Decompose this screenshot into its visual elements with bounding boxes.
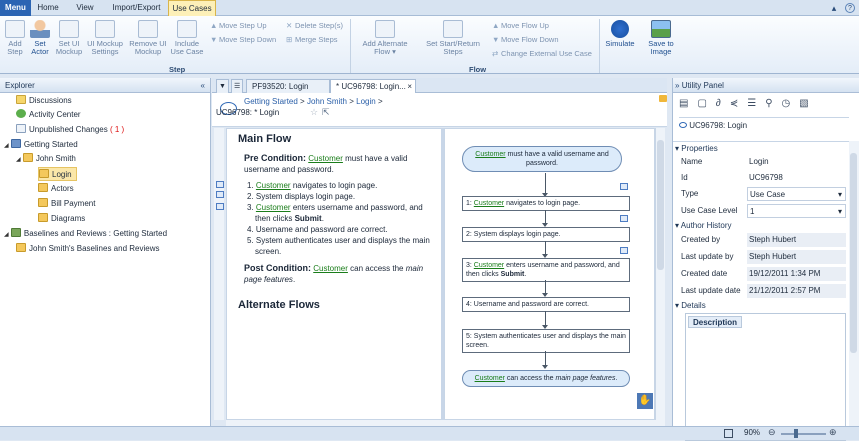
tree-item-activity-center[interactable]: [16, 108, 81, 122]
flow-start-node[interactable]: [462, 146, 622, 172]
list-item[interactable]: 4. Username and password are correct.: [247, 225, 388, 234]
actor-link[interactable]: Customer: [473, 200, 505, 207]
play-icon: [611, 20, 629, 38]
step-number: 4:: [466, 301, 472, 308]
chevron-down-icon: ▾: [837, 190, 842, 199]
mockup-icon: [59, 20, 79, 38]
prop-label: Last update date: [681, 286, 741, 295]
folder-icon: [38, 213, 48, 222]
step-table-icon[interactable]: [216, 191, 224, 198]
folder-icon: [23, 153, 33, 162]
arrow-down-icon: [542, 365, 548, 369]
tree-item-discussions[interactable]: [16, 94, 72, 108]
flow-diagram[interactable]: [444, 128, 655, 420]
expand-icon[interactable]: ◢: [16, 157, 21, 163]
move-flow-up-button[interactable]: [492, 21, 549, 30]
section-label: Properties: [681, 144, 718, 153]
tree-label: Getting Started: [23, 140, 78, 149]
delete-steps-button[interactable]: [286, 21, 343, 30]
created-by-value: Steph Hubert: [747, 233, 846, 247]
zoom-in-icon[interactable]: ⊕: [829, 427, 837, 437]
connector: [545, 173, 546, 194]
folder-icon: [39, 169, 49, 178]
pre-condition: [244, 153, 440, 175]
node-text: navigates to login page.: [504, 200, 581, 207]
zoom-level: 90%: [744, 428, 761, 437]
post-text: can access the: [347, 264, 406, 273]
tree-label: John Smith: [35, 154, 76, 163]
merge-steps-button[interactable]: [286, 35, 338, 44]
add-alternate-flow-label: Add Alternate Flow ▾: [362, 39, 408, 56]
utility-header: [673, 78, 859, 93]
include-icon: [177, 20, 197, 38]
post-condition-label: Post Condition:: [244, 263, 311, 273]
set-actor-label: Set Actor: [31, 39, 49, 56]
settings-icon: [95, 20, 115, 38]
main-flow-heading: Main Flow: [238, 133, 292, 145]
collapse-icon[interactable]: «: [200, 81, 205, 90]
explorer-panel: [0, 78, 211, 440]
arrow-down-icon: ▼: [492, 35, 500, 44]
tree-item-john-baselines[interactable]: [16, 242, 159, 256]
actor-link[interactable]: Customer: [475, 151, 506, 158]
last-update-date-value: [747, 284, 846, 298]
actor-link[interactable]: Customer: [255, 181, 291, 190]
star-icon[interactable]: ☆: [310, 107, 319, 117]
tree-item-getting-started[interactable]: [4, 138, 78, 152]
list-item[interactable]: 1. Customer navigates to login page.: [247, 181, 378, 190]
simulate-label: Simulate: [605, 39, 635, 48]
add-step-icon: [5, 20, 25, 38]
tab-home[interactable]: Home: [37, 3, 59, 12]
node-text: System authenticates user and displays the main screen.: [466, 333, 626, 349]
breadcrumb-john-smith[interactable]: John Smith: [306, 97, 347, 106]
remove-ui-mockup-button[interactable]: [128, 20, 168, 56]
baseline-icon: [11, 228, 21, 237]
post-condition: [244, 263, 440, 285]
merge-icon: ⊞: [286, 35, 293, 44]
simulate-button[interactable]: [602, 20, 638, 48]
properties-icon[interactable]: ▤: [679, 98, 698, 109]
node-text: can access the: [504, 375, 556, 382]
breadcrumb-login[interactable]: Login: [356, 97, 376, 106]
save-to-image-button[interactable]: [642, 20, 680, 56]
expand-icon[interactable]: ◢: [4, 143, 9, 149]
set-actor-button[interactable]: [28, 20, 52, 56]
pre-condition-label: Pre Condition:: [244, 153, 306, 163]
chevron-down-icon: ▾: [837, 207, 842, 216]
start-return-icon: [443, 20, 463, 38]
last-update-by-value: Steph Hubert: [747, 250, 846, 264]
move-step-up-button[interactable]: [210, 21, 267, 30]
section-label: Author History: [680, 221, 732, 230]
tab-list-dropdown[interactable]: ▼: [216, 79, 229, 93]
post-emphasis: main page features: [244, 264, 424, 284]
connector: [545, 311, 546, 326]
share-icon[interactable]: ⇱: [322, 107, 330, 117]
include-use-case-button[interactable]: [170, 20, 204, 56]
set-start-return-label: Set Start/Return Steps: [426, 39, 480, 56]
add-step-label: Add Step: [7, 39, 23, 56]
prop-label: Created by: [681, 235, 721, 244]
prop-label: Created date: [681, 269, 728, 278]
flow-group-label: Flow: [469, 65, 487, 74]
utility-toolbar: [679, 98, 818, 109]
connector: [545, 280, 546, 294]
tab-uc96798[interactable]: [330, 79, 416, 93]
set-ui-mockup-button[interactable]: [53, 20, 85, 56]
step-text: System authenticates user and displays the main screen.: [255, 236, 430, 256]
selected-item-label: UC96798: Login: [689, 121, 748, 130]
node-emphasis: main page features: [555, 375, 616, 382]
group-separator: [350, 19, 351, 73]
flow-end-node[interactable]: [462, 370, 630, 387]
tab-use-cases[interactable]: Use Cases: [168, 0, 216, 17]
tree-label: Activity Center: [29, 110, 81, 119]
page-title: UC96798: * Login: [216, 108, 280, 117]
move-flow-down-button[interactable]: [492, 35, 559, 44]
folder-icon: [16, 243, 26, 252]
actor-link[interactable]: Customer: [255, 203, 291, 212]
tree-item-bill-payment[interactable]: [38, 197, 95, 211]
ui-mockup-settings-label: UI Mockup Settings: [87, 39, 123, 56]
move-step-down-button[interactable]: [210, 35, 276, 44]
arrow-up-icon: ▲: [210, 21, 218, 30]
tree-label: Actors: [51, 184, 74, 193]
add-step-button[interactable]: [2, 20, 28, 56]
outline-icon[interactable]: ☰: [747, 98, 766, 109]
utility-title: Utility Panel: [681, 81, 724, 90]
menu-tab-bar: [0, 0, 859, 16]
selected-item: [679, 121, 747, 130]
alternate-flow-icon: [375, 20, 395, 38]
actor-link[interactable]: Customer: [313, 264, 348, 273]
tree-item-john-smith[interactable]: [16, 152, 76, 166]
document-icon: [16, 124, 26, 133]
step-table-icon[interactable]: [216, 203, 224, 210]
node-bold: Submit: [500, 271, 525, 278]
step-table-icon[interactable]: [620, 215, 628, 222]
tree-item-diagrams[interactable]: [38, 212, 85, 226]
tree-item-actors[interactable]: [38, 182, 74, 196]
date-text: 21/12/2011 2:57 PM: [749, 286, 821, 295]
step-table-icon[interactable]: [216, 181, 224, 188]
arrow-down-icon: ▼: [210, 35, 218, 44]
flow-step-4[interactable]: [462, 297, 630, 312]
created-date-value: [747, 267, 846, 281]
zoom-slider-thumb[interactable]: [794, 429, 798, 438]
external-icon: ⇄: [492, 49, 499, 58]
doc-gutter: [214, 128, 224, 420]
close-tab-icon[interactable]: ×: [407, 82, 412, 91]
merge-steps-label: Merge Steps: [295, 35, 338, 44]
step-text: enters username and password, and then clicks: [255, 203, 423, 223]
step-table-icon[interactable]: [620, 247, 628, 254]
flow-step-3[interactable]: [462, 258, 630, 282]
arrow-up-icon: ▲: [492, 21, 500, 30]
scrollbar-thumb[interactable]: [850, 153, 857, 353]
prop-label: Name: [681, 157, 703, 166]
tree-item-baselines[interactable]: [4, 227, 167, 241]
prop-label: Use Case Level: [681, 206, 738, 215]
node-text: System displays login page.: [473, 231, 561, 238]
explorer-header: [0, 78, 210, 93]
pre-condition-text: must have a valid username and password.: [244, 154, 408, 174]
section-label: Details: [681, 301, 706, 310]
divider: [679, 117, 849, 118]
attachment-icon[interactable]: ∂: [715, 98, 730, 109]
zoom-out-icon[interactable]: ⊖: [768, 427, 776, 437]
flow-step-1[interactable]: [462, 196, 630, 211]
list-item[interactable]: 2. System displays login page.: [247, 192, 356, 201]
connector: [545, 351, 546, 366]
utility-panel: [672, 78, 859, 440]
history-icon[interactable]: ◷: [781, 98, 800, 109]
step-list: [247, 180, 439, 257]
list-item[interactable]: 3. Customer enters username and password, and then clicks Submit.: [247, 203, 423, 223]
fit-to-page-icon[interactable]: [724, 429, 733, 438]
change-external-use-case-button[interactable]: [492, 49, 592, 58]
flow-step-5[interactable]: [462, 329, 630, 353]
connector: [545, 241, 546, 255]
tab-menu-icon[interactable]: ☰: [231, 79, 243, 93]
explorer-title: Explorer: [5, 81, 35, 90]
add-alternate-flow-button[interactable]: [356, 20, 414, 56]
breadcrumb-sep: >: [300, 97, 305, 106]
node-text: .: [524, 271, 527, 278]
step-bold: Submit: [294, 214, 322, 223]
expand-panel-icon[interactable]: »: [675, 81, 680, 90]
node-text: .: [615, 375, 618, 382]
image-icon: [651, 20, 671, 38]
relations-icon[interactable]: ⋞: [729, 98, 748, 109]
properties-grid: [673, 141, 849, 440]
expand-icon[interactable]: ◢: [4, 232, 9, 238]
tree-label: Diagrams: [51, 214, 86, 223]
tree-label: Discussions: [29, 96, 72, 105]
discussion-icon[interactable]: ▢: [697, 98, 716, 109]
minimize-icon[interactable]: ▴: [831, 3, 837, 13]
flow-step-2[interactable]: [462, 227, 630, 242]
prop-label: Type: [681, 189, 699, 198]
use-case-level-select[interactable]: [747, 204, 846, 218]
pan-hand-icon[interactable]: ✋: [637, 393, 653, 409]
document-tab-bar: [212, 78, 667, 93]
tab-label: PF93520: Login: [252, 82, 309, 91]
step-group-label: Step: [169, 65, 186, 74]
tree-label: Login: [52, 170, 72, 179]
tree-item-unpublished-changes[interactable]: [16, 123, 124, 137]
actor-link[interactable]: Customer: [308, 154, 343, 163]
prop-label: Id: [681, 173, 688, 182]
breadcrumb-sep: >: [377, 97, 383, 106]
delete-steps-label: Delete Step(s): [295, 21, 343, 30]
diagram-scrollbar[interactable]: [655, 128, 665, 420]
use-case-icon: [679, 122, 687, 128]
include-use-case-label: Include Use Case: [170, 39, 204, 56]
breadcrumb-getting-started[interactable]: Getting Started: [244, 97, 298, 106]
zoom-slider[interactable]: [781, 433, 826, 435]
step-text: navigates to login page.: [290, 181, 378, 190]
breadcrumb-sep: >: [349, 97, 354, 106]
discussion-icon: [16, 95, 26, 104]
connector: [545, 210, 546, 224]
move-flow-up-label: Move Flow Up: [501, 21, 549, 30]
step-text: Username and password are correct.: [255, 225, 388, 234]
alternate-flows-heading: Alternate Flows: [238, 299, 320, 311]
move-step-up-label: Move Step Up: [219, 21, 267, 30]
step-number: 3:: [466, 262, 472, 269]
step-text: .: [321, 214, 324, 223]
utility-scrollbar[interactable]: [849, 141, 859, 440]
node-text: Username and password are correct.: [473, 301, 589, 308]
project-icon: [11, 139, 21, 148]
step-text: System displays login page.: [255, 192, 356, 201]
remove-mockup-icon: [138, 20, 158, 38]
description-box[interactable]: [685, 313, 846, 441]
tree-label: John Smith's Baselines and Reviews: [29, 244, 160, 253]
actor-link[interactable]: Customer: [474, 375, 505, 382]
group-separator: [599, 19, 600, 73]
ribbon: [0, 16, 859, 74]
folder-icon: [38, 198, 48, 207]
unpublished-count: ( 1 ): [109, 125, 125, 134]
set-ui-mockup-label: Set UI Mockup: [55, 39, 83, 56]
activity-icon: [16, 109, 26, 118]
author-history-section[interactable]: ▾ Author History: [675, 221, 732, 230]
date-text: 19/12/2011 1:34 PM: [749, 269, 821, 278]
tab-pf93520[interactable]: [246, 79, 330, 93]
change-external-label: Change External Use Case: [501, 49, 592, 58]
tab-label: * UC96798: Login...: [336, 82, 406, 91]
tree-label: Bill Payment: [51, 199, 96, 208]
ui-mockup-settings-button[interactable]: [86, 20, 124, 56]
set-start-return-steps-button[interactable]: [418, 20, 488, 56]
tree-item-login[interactable]: [38, 167, 77, 181]
remove-ui-mockup-label: Remove UI Mockup: [129, 39, 167, 56]
scrollbar-thumb[interactable]: [657, 140, 664, 270]
tree-label: Unpublished Changes: [29, 125, 108, 134]
step-table-icon[interactable]: [620, 183, 628, 190]
name-field[interactable]: Login: [749, 157, 769, 166]
folder-icon: [38, 183, 48, 192]
help-icon[interactable]: ?: [845, 3, 855, 13]
save-to-image-label: Save to Image: [648, 39, 674, 56]
properties-section[interactable]: ▾ Properties: [675, 144, 718, 153]
discussion-icon[interactable]: [659, 95, 667, 102]
search-icon[interactable]: ⚲: [765, 98, 782, 109]
tab-import-export[interactable]: Import/Export: [112, 3, 161, 12]
step-number: 1:: [466, 200, 472, 207]
id-field: UC96798: [749, 173, 783, 182]
tree-label: Baselines and Reviews : Getting Started: [23, 229, 168, 238]
type-value: Use Case: [750, 190, 786, 199]
type-select[interactable]: [747, 187, 846, 201]
use-case-text-editor[interactable]: [226, 128, 442, 420]
delete-icon: ✕: [286, 21, 293, 30]
node-text: enters username and password, and then clicks: [466, 262, 620, 278]
menu-button[interactable]: Menu: [0, 0, 31, 16]
breadcrumb: [244, 97, 383, 106]
tab-view[interactable]: View: [76, 3, 94, 12]
step-number: 5:: [466, 333, 472, 340]
node-text: must have a valid username and password.: [505, 151, 609, 167]
list-item[interactable]: 5. System authenticates user and displays the main screen.: [247, 236, 430, 256]
level-value: 1: [750, 207, 755, 216]
move-flow-down-label: Move Flow Down: [501, 35, 559, 44]
status-bar: [0, 426, 859, 440]
description-tab[interactable]: Description: [688, 316, 742, 328]
post-text: .: [292, 275, 296, 284]
report-icon[interactable]: ▧: [799, 98, 818, 109]
breadcrumb-bar: [212, 93, 667, 127]
details-section[interactable]: ▾ Details: [675, 301, 706, 310]
prop-label: Last update by: [681, 252, 734, 261]
move-step-down-label: Move Step Down: [219, 35, 277, 44]
actor-link[interactable]: Customer: [473, 262, 505, 269]
step-number: 2:: [466, 231, 472, 238]
actor-icon: [30, 20, 50, 38]
